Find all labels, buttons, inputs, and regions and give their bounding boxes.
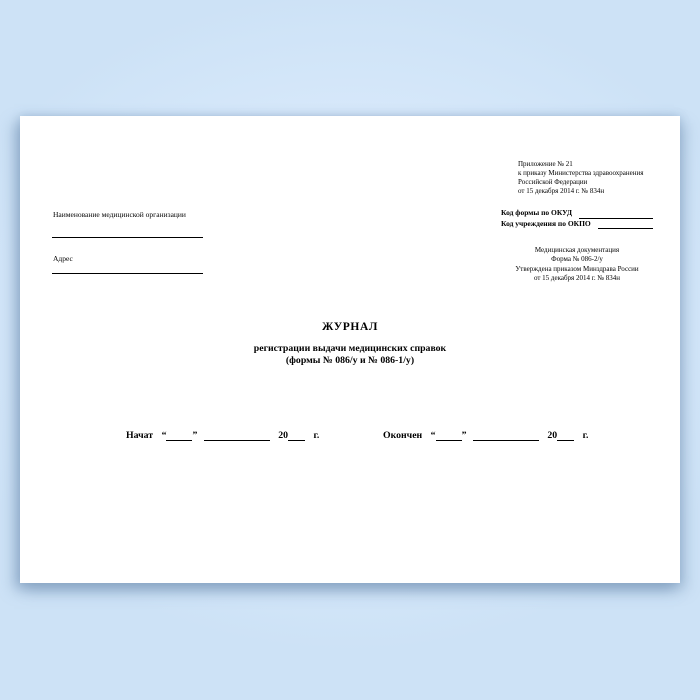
started-year-suffix: г. xyxy=(313,430,320,441)
appendix-line: Приложение № 21 xyxy=(518,160,573,168)
okpo-code-blank-line xyxy=(598,219,653,229)
close-quote: ” xyxy=(461,430,467,441)
organization-name-label: Наименование медицинской организации xyxy=(53,210,186,219)
started-day-blank xyxy=(166,431,192,441)
date-finished xyxy=(383,430,588,441)
codes-block xyxy=(501,208,653,229)
close-quote: ” xyxy=(192,430,198,441)
started-year-prefix: 20 xyxy=(278,430,289,441)
open-quote: “ xyxy=(161,430,167,441)
organization-name-blank-line xyxy=(52,228,203,238)
journal-title: ЖУРНАЛ xyxy=(321,321,379,333)
meddoc-line: от 15 декабря 2014 г. № 834н xyxy=(533,273,621,282)
finished-day-blank xyxy=(436,431,462,441)
meddoc-line: Утверждена приказом Минздрава России xyxy=(515,264,639,273)
appendix-line: от 15 декабря 2014 г. № 834н xyxy=(518,187,605,195)
journal-cover-page xyxy=(20,116,680,583)
started-month-blank xyxy=(204,431,270,441)
started-label: Начат xyxy=(126,430,154,441)
okpo-code-label: Код учреждения по ОКПО xyxy=(501,218,591,228)
date-started xyxy=(126,430,319,441)
finished-year-prefix: 20 xyxy=(547,430,558,441)
meddoc-line: Медицинская документация xyxy=(534,246,620,254)
okud-code-label: Код формы по ОКУД xyxy=(501,208,573,217)
appendix-line: к приказу Министерства здравоохранения xyxy=(518,169,644,177)
meddoc-line: Форма № 086-2/у xyxy=(551,255,603,264)
address-blank-line xyxy=(52,264,203,274)
open-quote: “ xyxy=(430,430,436,441)
appendix-reference-block xyxy=(518,160,643,196)
title-block xyxy=(20,321,680,367)
finished-month-blank xyxy=(473,431,539,441)
appendix-line: Российской Федерации xyxy=(518,178,588,186)
finished-year-suffix: г. xyxy=(582,430,589,441)
started-year-blank xyxy=(288,431,305,441)
finished-label: Окончен xyxy=(383,430,423,441)
journal-subtitle-line1: регистрации выдачи медицинских справок xyxy=(253,343,447,354)
journal-subtitle-line2: (формы № 086/у и № 086-1/у) xyxy=(285,355,415,366)
okud-code-blank-line xyxy=(579,209,653,219)
medical-documentation-block xyxy=(501,246,653,283)
address-label: Адрес xyxy=(53,254,73,263)
journal-subtitle xyxy=(20,343,680,367)
finished-year-blank xyxy=(557,431,574,441)
